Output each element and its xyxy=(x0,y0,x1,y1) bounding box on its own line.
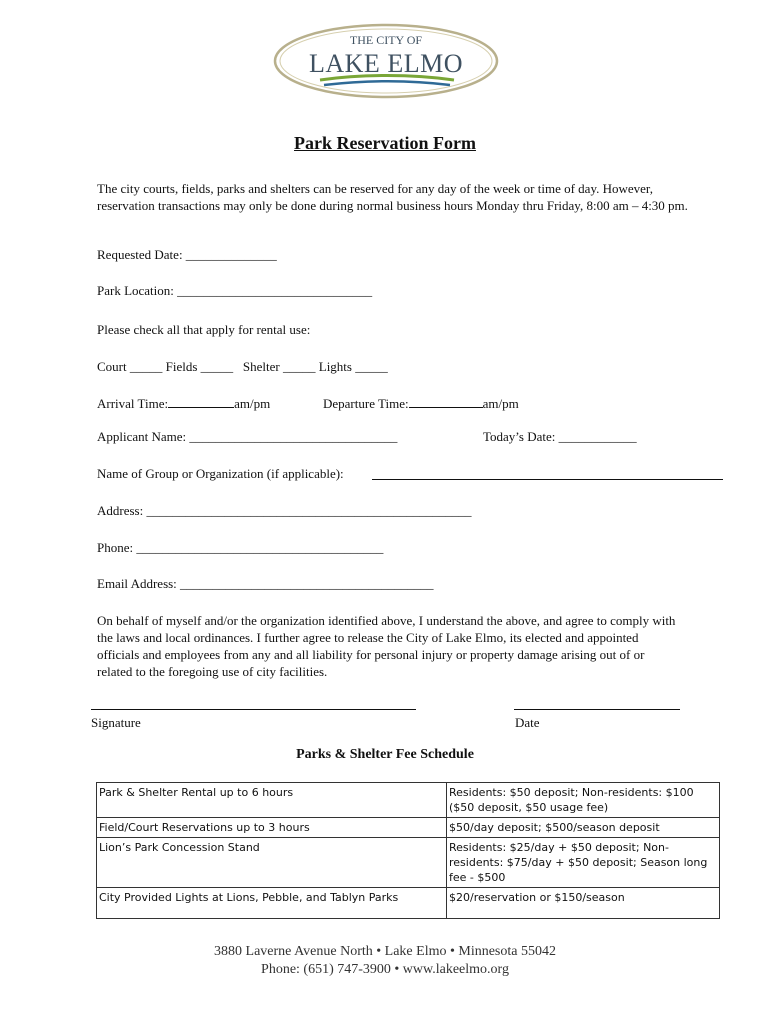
phone-field[interactable]: Phone: ______________________________________ xyxy=(97,540,384,555)
fee-item: Lion’s Park Concession Stand xyxy=(97,838,447,888)
lights-option[interactable]: Lights _____ xyxy=(318,359,388,374)
signature-label: Signature xyxy=(91,715,141,730)
fee-item: Park & Shelter Rental up to 6 hours xyxy=(97,783,447,818)
park-location-field[interactable]: Park Location: ______________________________ xyxy=(97,283,373,298)
email-field[interactable]: Email Address: _______________________________________ xyxy=(97,576,434,591)
fee-amount: $50/day deposit; $500/season deposit xyxy=(447,818,720,838)
check-prompt: Please check all that apply for rental use: xyxy=(97,322,311,337)
address-field[interactable]: Address: __________________________________________________ xyxy=(97,503,472,518)
group-name-label: Name of Group or Organization (if applicable): xyxy=(97,466,344,481)
arrival-label: Arrival Time: xyxy=(97,396,169,411)
arrival-blank[interactable] xyxy=(168,395,234,408)
requested-date-field[interactable]: Requested Date: ______________ xyxy=(97,247,277,262)
date-label: Date xyxy=(515,715,540,730)
table-row xyxy=(97,838,720,888)
intro-paragraph: The city courts, fields, parks and shelters can be reserved for any day of the week or time of day. However, reservation transactions may only be done during normal business hours Monday thru Friday, 8:00 am – 4:30 pm. xyxy=(97,181,688,213)
departure-label: Departure Time: xyxy=(323,396,409,411)
table-row xyxy=(97,818,720,838)
table-row xyxy=(97,888,720,919)
logo-line1: THE CITY OF xyxy=(349,33,423,47)
fee-schedule-table xyxy=(96,782,720,919)
arrival-suffix: am/pm xyxy=(234,396,271,411)
applicant-name-field[interactable]: Applicant Name: ________________________________ xyxy=(97,429,398,444)
departure-time-field[interactable] xyxy=(323,395,519,412)
footer-address: 3880 Laverne Avenue North • Lake Elmo • Minnesota 55042 xyxy=(214,944,556,959)
group-name-blank[interactable] xyxy=(372,479,723,480)
logo-graphic xyxy=(272,22,500,100)
todays-date-field[interactable]: Today’s Date: ____________ xyxy=(483,429,637,444)
logo-line2: LAKE ELMO xyxy=(309,49,463,78)
departure-blank[interactable] xyxy=(409,395,483,408)
fee-item: City Provided Lights at Lions, Pebble, and Tablyn Parks xyxy=(97,888,447,919)
form-title: Park Reservation Form xyxy=(294,133,476,153)
arrival-time-field[interactable] xyxy=(97,395,270,412)
fee-item: Field/Court Reservations up to 3 hours xyxy=(97,818,447,838)
fee-amount: Residents: $50 deposit; Non-residents: $100 ($50 deposit, $50 usage fee) xyxy=(447,783,720,818)
fee-amount: $20/reservation or $150/season xyxy=(447,888,720,919)
court-option[interactable]: Court _____ xyxy=(97,359,163,374)
fee-amount: Residents: $25/day + $50 deposit; Non-residents: $75/day + $50 deposit; Season long fee - $500 xyxy=(447,838,720,888)
city-logo xyxy=(272,22,500,100)
fields-option[interactable]: Fields _____ xyxy=(165,359,234,374)
departure-suffix: am/pm xyxy=(482,396,519,411)
date-line[interactable] xyxy=(514,709,680,710)
footer-contact: Phone: (651) 747-3900 • www.lakeelmo.org xyxy=(261,962,509,977)
table-row xyxy=(97,783,720,818)
rental-use-options xyxy=(97,358,388,375)
fee-schedule-title: Parks & Shelter Fee Schedule xyxy=(296,747,474,762)
agreement-paragraph: On behalf of myself and/or the organization identified above, I understand the above, and agree to comply with the laws and local ordinances. I further agree to release the City of Lake Elmo, its elected and appointed officials and employees from any and all liability for personal injury or property damage arising out of or related to the foregoing use of city facilities. xyxy=(97,613,676,679)
signature-line[interactable] xyxy=(91,709,416,710)
shelter-option[interactable]: Shelter _____ xyxy=(242,359,316,374)
